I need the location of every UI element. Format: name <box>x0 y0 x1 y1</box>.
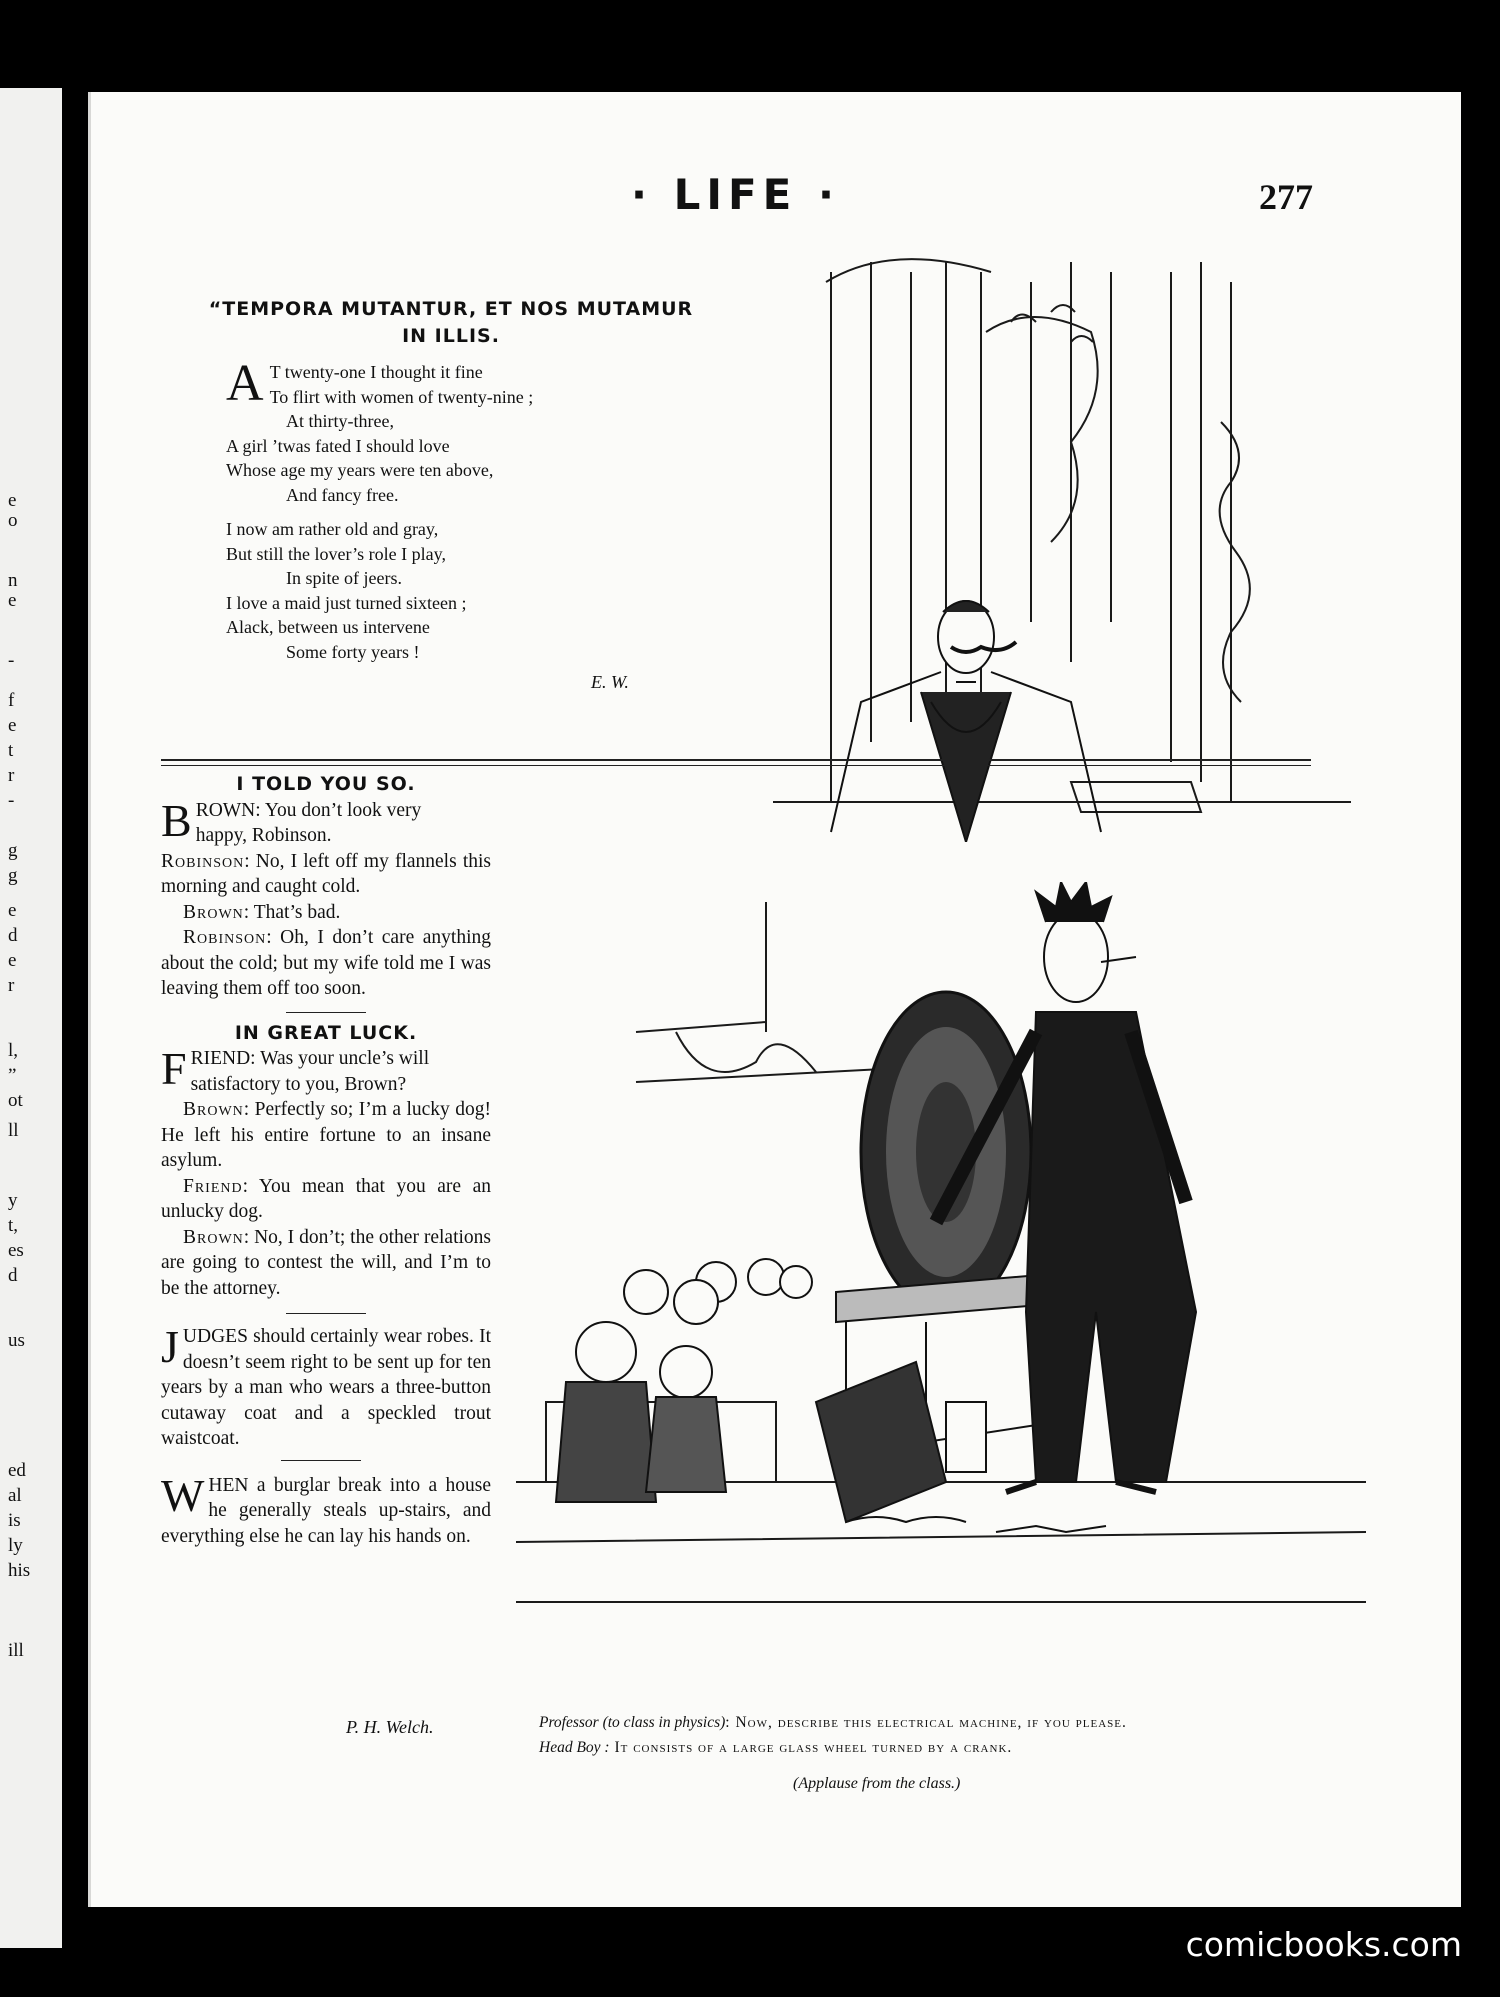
caption-aside: (to class in physics) <box>602 1714 726 1731</box>
facing-page-text-fragment: e <box>8 590 17 611</box>
facing-page-text-fragment: ly <box>8 1535 23 1556</box>
poem-signature: E. W. <box>591 672 629 692</box>
section-divider <box>161 759 1311 761</box>
article-text: : You mean that you are an unlucky dog. <box>161 1175 491 1222</box>
poem-line: I love a maid just turned sixteen ; <box>226 592 467 613</box>
facing-page-text-fragment: r <box>8 765 15 786</box>
facing-page-text-fragment: - <box>8 790 15 811</box>
article-text: UDGES should certainly wear robes. It doesn’t seem right to be sent up for ten years by a man who wears a three-button cutaway coat and a speckled trout waistcoat. <box>161 1326 491 1449</box>
caption-text: : Now, describe this electrical machine, if you please. <box>725 1714 1127 1731</box>
facing-page-text-fragment: es <box>8 1240 24 1261</box>
short-rule <box>286 1012 366 1013</box>
facing-page-text-fragment: d <box>8 925 18 946</box>
facing-page-text-fragment: t <box>8 740 14 761</box>
short-rule <box>286 1313 366 1314</box>
left-column <box>161 772 491 1549</box>
facing-page-text-fragment: us <box>8 1330 25 1351</box>
short-rule <box>281 1460 361 1461</box>
poem-line: A girl ’twas fated I should love <box>226 435 450 456</box>
facing-page-text-fragment: l, <box>8 1040 19 1061</box>
drop-cap: F <box>161 1043 187 1094</box>
article-text: : No, I don’t; the other relations are going to contest the will, and I’m to be the attorney. <box>161 1226 491 1299</box>
article-text: happy, Robinson. <box>195 825 332 846</box>
poem-line: Alack, between us intervene <box>226 617 430 637</box>
facing-page-text-fragment: ill <box>8 1640 24 1661</box>
facing-page-text-fragment: d <box>8 1265 18 1286</box>
facing-page-text-fragment: e <box>8 950 17 971</box>
article-heading: I TOLD YOU SO. <box>236 773 416 795</box>
caption-speaker: Professor <box>539 1714 599 1731</box>
facing-page-text-fragment: f <box>8 690 15 711</box>
article-text: : Oh, I don’t care anything about the cold; but my wife told me I was leaving them off too soon. <box>161 927 491 999</box>
magazine-page <box>88 92 1461 1907</box>
poem-line: And fancy free. <box>286 484 399 505</box>
facing-page-text-fragment: e <box>8 490 17 511</box>
article-text: : No, I left off my flannels this morning and caught cold. <box>161 850 491 897</box>
facing-page-text-fragment: - <box>8 650 15 671</box>
article-heading: IN GREAT LUCK. <box>234 1021 418 1044</box>
speaker-name: Robinson <box>161 850 245 872</box>
speaker-name: Friend <box>183 1175 243 1197</box>
facing-page-text-fragment: is <box>8 1510 21 1531</box>
facing-page-text-fragment: ” <box>8 1065 17 1086</box>
facing-page-text-fragment: e <box>8 715 17 736</box>
masthead: · LIFE · <box>631 170 840 219</box>
caption-text: It consists of a large glass wheel turned by a crank. <box>609 1739 1013 1756</box>
physics-class-illustration <box>516 882 1366 1652</box>
article-text: HEN a burglar break into a house he generally steals up-stairs, and everything else he can lay his hands on. <box>161 1474 491 1547</box>
poem-body <box>226 355 534 664</box>
facing-page-text-fragment: his <box>8 1560 31 1581</box>
speaker-name: Brown <box>183 901 244 923</box>
facing-page-text-fragment: ll <box>8 1120 19 1141</box>
theatre-illustration <box>771 242 1351 842</box>
facing-page-edge <box>0 88 62 1948</box>
facing-page-text-fragment: e <box>8 900 17 921</box>
caption-applause: (Applause from the class.) <box>793 1775 961 1792</box>
drop-cap: A <box>226 355 264 412</box>
poem-line: In spite of jeers. <box>286 568 402 588</box>
article-text: ROWN: You don’t look very <box>195 799 422 821</box>
facing-page-text-fragment: g <box>8 840 18 861</box>
drop-cap: W <box>161 1469 205 1521</box>
drop-cap: B <box>161 794 192 846</box>
facing-page-text-fragment: al <box>8 1485 22 1506</box>
article-text: : Perfectly so; I’m a lucky dog! He left his entire fortune to an insane asylum. <box>161 1099 491 1171</box>
drop-cap: J <box>161 1321 179 1372</box>
poem-line: T twenty-one I thought it fine <box>269 362 483 382</box>
facing-page-text-fragment: r <box>8 975 15 996</box>
poem-line: At thirty-three, <box>286 411 394 431</box>
caption-speaker: Head Boy : <box>539 1739 610 1756</box>
poem-title-line: IN ILLIS. <box>402 325 500 347</box>
article-text: satisfactory to you, Brown? <box>190 1073 407 1095</box>
article-text: : That’s bad. <box>243 901 341 923</box>
section-divider <box>161 765 1311 766</box>
cartoon-caption <box>539 1710 1409 1760</box>
poem-title <box>151 296 751 350</box>
page-number: 277 <box>1259 177 1313 217</box>
article-text: RIEND: Was your uncle’s will <box>190 1048 430 1069</box>
speaker-name: Robinson <box>183 927 267 948</box>
poem-title-line: “TEMPORA MUTANTUR, ET NOS MUTAMUR <box>208 298 694 320</box>
speaker-name: Brown <box>183 1226 244 1248</box>
facing-page-text-fragment: n <box>8 570 18 591</box>
facing-page-text-fragment: t, <box>8 1215 19 1236</box>
poem-line: But still the lover’s role I play, <box>226 543 446 564</box>
poem-line: I now am rather old and gray, <box>226 519 439 539</box>
facing-page-text-fragment: ed <box>8 1460 26 1481</box>
speaker-name: Brown <box>183 1099 244 1120</box>
facing-page-text-fragment: g <box>8 865 18 886</box>
poem-line: To flirt with women of twenty-nine ; <box>269 386 534 407</box>
watermark: comicbooks.com <box>1185 1925 1462 1964</box>
poem-line: Whose age my years were ten above, <box>226 460 494 480</box>
poem-line: Some forty years ! <box>286 641 420 662</box>
article-signature: P. H. Welch. <box>346 1717 434 1737</box>
facing-page-text-fragment: ot <box>8 1090 23 1111</box>
facing-page-text-fragment: o <box>8 510 18 531</box>
facing-page-text-fragment: y <box>8 1190 18 1211</box>
